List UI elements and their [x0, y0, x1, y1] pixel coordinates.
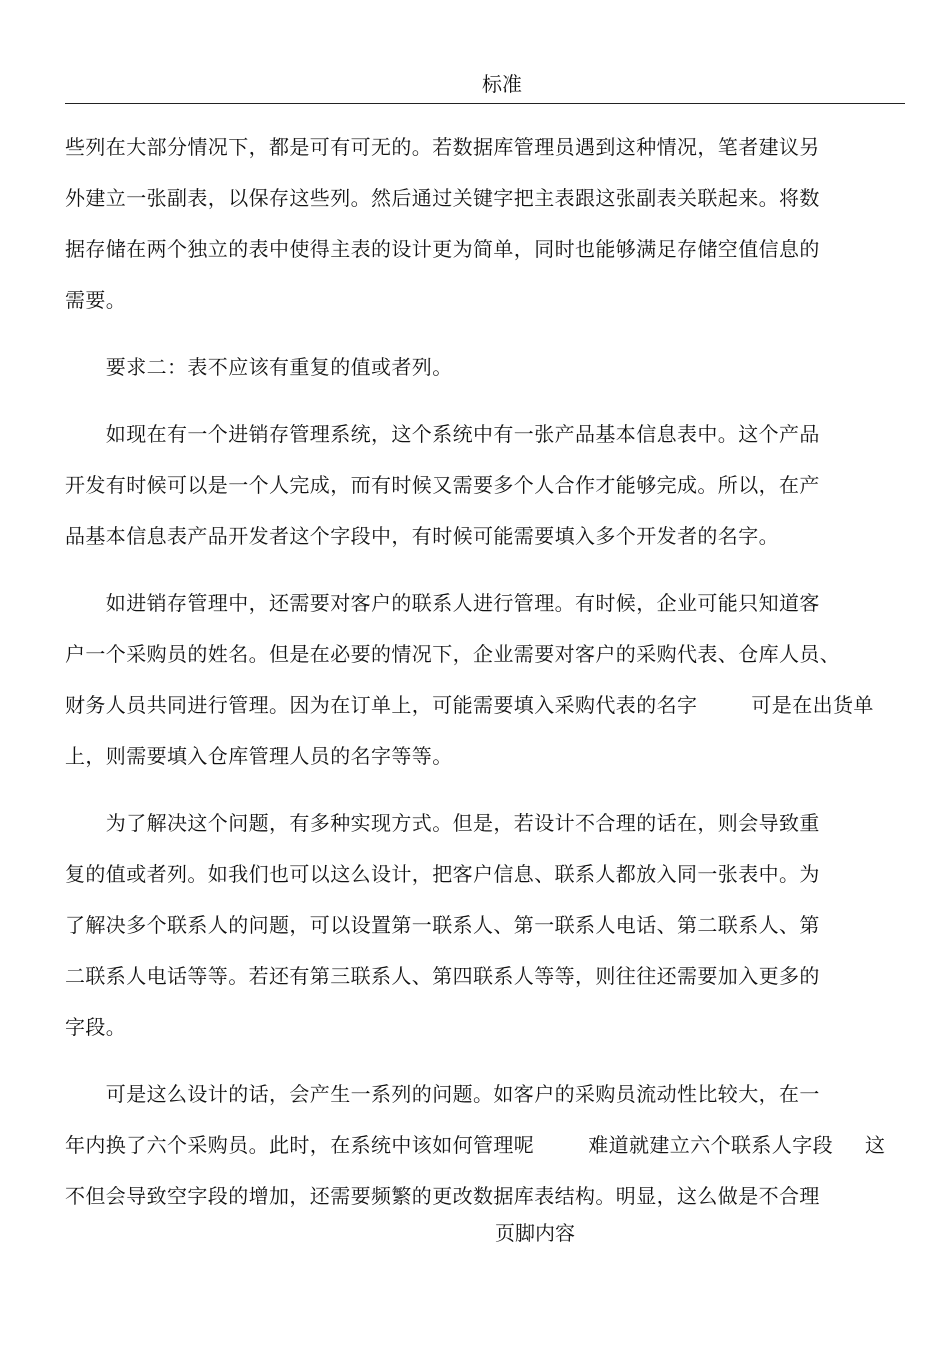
text-line: 如进销存管理中，还需要对客户的联系人进行管理。有时候，企业可能只知道客 [65, 591, 820, 615]
page-header: 标准 [482, 72, 522, 96]
text-line: 据存储在两个独立的表中使得主表的设计更为简单，同时也能够满足存储空值信息的 [65, 237, 820, 261]
text-segment: 可是在出货单 [751, 693, 874, 717]
text-line: 了解决多个联系人的问题，可以设置第一联系人、第一联系人电话、第二联系人、第 [65, 913, 820, 937]
paragraph-3 [65, 409, 905, 562]
text-line: 为了解决这个问题，有多种实现方式。但是，若设计不合理的话在，则会导致重 [65, 811, 820, 835]
text-segment: 财务人员共同进行管理。因为在订单上，可能需要填入采购代表的名字 [65, 693, 698, 717]
text-line: 上，则需要填入仓库管理人员的名字等等。 [65, 744, 453, 768]
paragraph-1 [65, 122, 905, 326]
text-line: 需要。 [65, 288, 127, 312]
text-line: 外建立一张副表，以保存这些列。然后通过关键字把主表跟这张副表关联起来。将数 [65, 186, 820, 210]
text-segment: 难道就建立六个联系人字段 [588, 1133, 834, 1157]
text-line: 品基本信息表产品开发者这个字段中，有时候可能需要填入多个开发者的名字。 [65, 524, 779, 548]
text-line-split [65, 680, 905, 731]
text-segment: 年内换了六个采购员。此时，在系统中该如何管理呢 [65, 1133, 535, 1157]
paragraph-2 [65, 342, 905, 393]
text-line: 可是这么设计的话，会产生一系列的问题。如客户的采购员流动性比较大，在一 [65, 1082, 820, 1106]
text-line: 不但会导致空字段的增加，还需要频繁的更改数据库表结构。明显，这么做是不合理 [65, 1184, 820, 1208]
text-segment: 这 [865, 1133, 886, 1157]
paragraph-5 [65, 798, 905, 1053]
text-line: 复的值或者列。如我们也可以这么设计，把客户信息、联系人都放入同一张表中。为 [65, 862, 820, 886]
text-line-split [65, 1120, 905, 1171]
text-line: 开发有时候可以是一个人完成，而有时候又需要多个人合作才能够完成。所以，在产 [65, 473, 820, 497]
document-body [65, 122, 905, 1222]
paragraph-4 [65, 578, 905, 782]
text-line: 字段。 [65, 1015, 127, 1039]
paragraph-6 [65, 1069, 905, 1222]
header-divider [65, 103, 905, 104]
text-line: 些列在大部分情况下，都是可有可无的。若数据库管理员遇到这种情况，笔者建议另 [65, 135, 820, 159]
page-footer: 页脚内容 [495, 1221, 575, 1245]
requirement-heading: 要求二：表不应该有重复的值或者列。 [65, 355, 453, 379]
text-line: 如现在有一个进销存管理系统，这个系统中有一张产品基本信息表中。这个产品 [65, 422, 820, 446]
text-line: 二联系人电话等等。若还有第三联系人、第四联系人等等，则往往还需要加入更多的 [65, 964, 820, 988]
text-line: 户一个采购员的姓名。但是在必要的情况下，企业需要对客户的采购代表、仓库人员、 [65, 642, 841, 666]
